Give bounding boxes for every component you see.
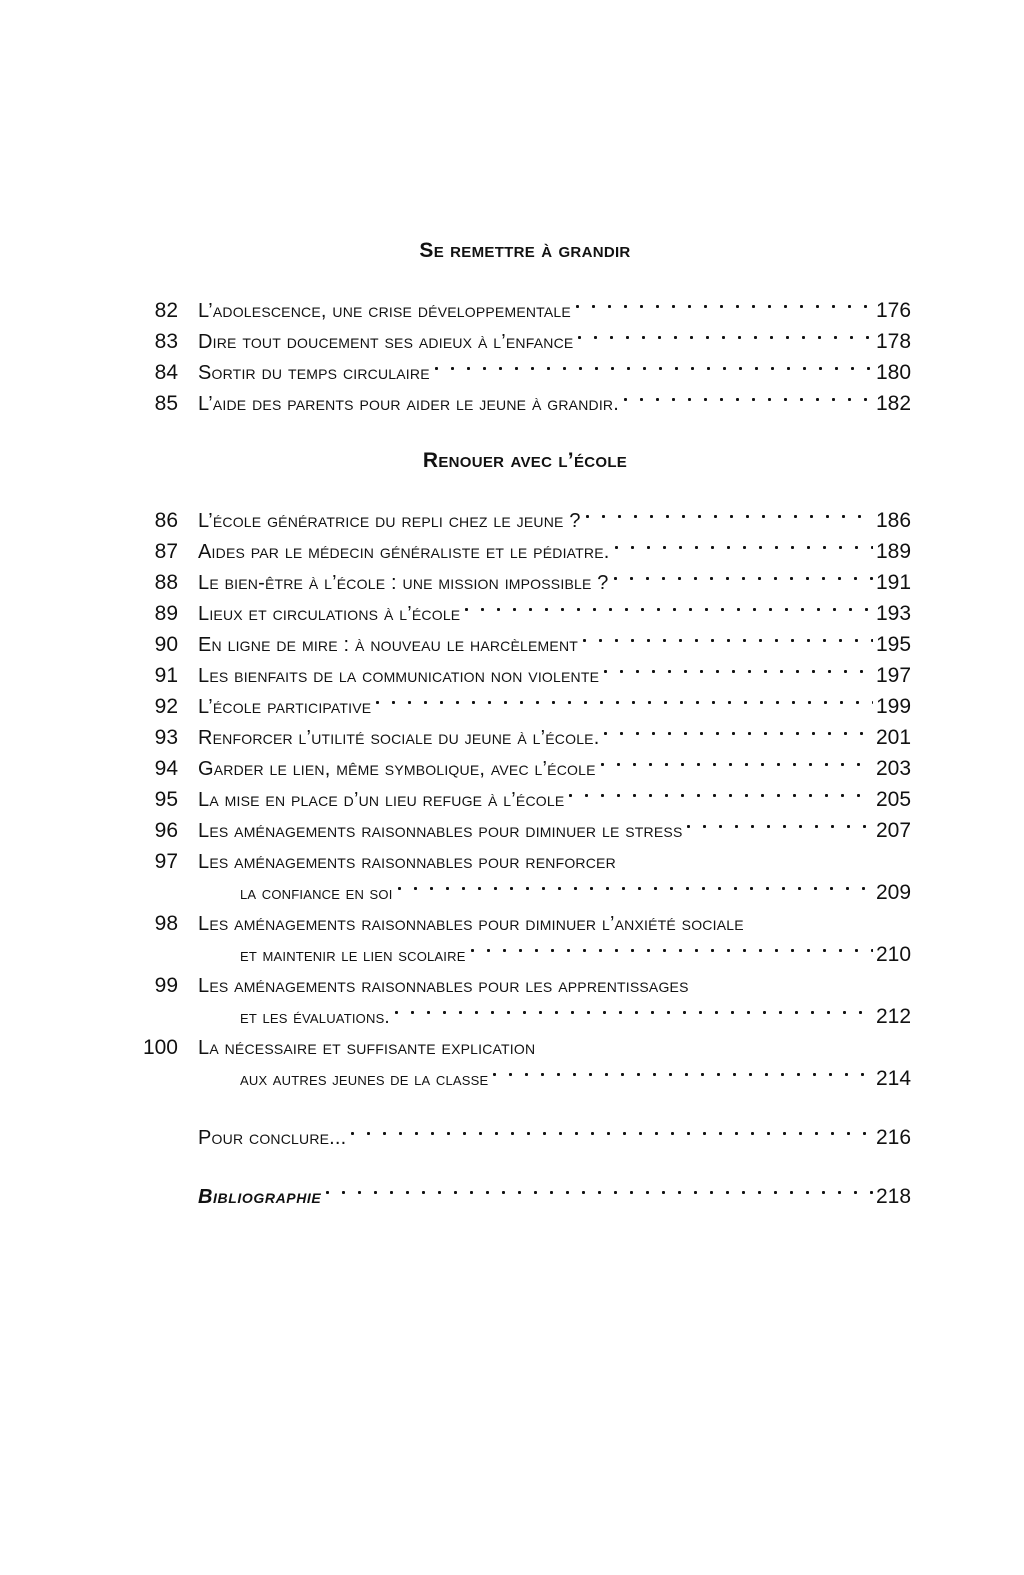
toc-entry[interactable] xyxy=(130,961,920,997)
entry-page-number: 197 xyxy=(876,664,912,687)
entry-page-number: 218 xyxy=(876,1185,912,1208)
entry-title: En ligne de mire : à nouveau le harcèlement xyxy=(198,634,579,656)
dot-leader xyxy=(583,620,873,651)
toc-entry[interactable] xyxy=(130,527,920,563)
dot-leader xyxy=(465,589,873,620)
dot-leader xyxy=(376,682,873,713)
entry-title: Renforcer l’utilité sociale du jeune à l’école. xyxy=(198,727,600,749)
entry-page-number: 199 xyxy=(876,695,912,718)
toc-entry-continuation[interactable] xyxy=(130,1054,920,1090)
toc-entry[interactable] xyxy=(130,806,920,842)
entry-page-number: 191 xyxy=(876,571,912,594)
entry-number: 84 xyxy=(154,361,178,384)
entry-page-number: 189 xyxy=(876,540,912,563)
entry-body xyxy=(198,1172,920,1213)
entry-number: 92 xyxy=(154,695,178,718)
toc-entry-pour-conclure[interactable] xyxy=(130,1113,920,1149)
entry-page-number: 193 xyxy=(876,602,912,625)
dot-leader xyxy=(576,286,873,317)
entry-title: La mise en place d’un lieu refuge à l’école xyxy=(198,789,565,811)
entry-page-number: 201 xyxy=(876,726,912,749)
entry-number: 86 xyxy=(154,509,178,532)
toc-entry[interactable] xyxy=(130,744,920,780)
dot-leader xyxy=(398,868,873,899)
dot-leader xyxy=(569,775,873,806)
entry-number: 99 xyxy=(154,974,178,997)
entry-body xyxy=(240,1054,920,1095)
toc-entry-continuation[interactable] xyxy=(130,992,920,1028)
entry-title: Garder le lien, même symbolique, avec l’école xyxy=(198,758,596,780)
entry-number: 85 xyxy=(154,392,178,415)
entry-title: L’adolescence, une crise développementale xyxy=(198,300,571,322)
entry-page-number: 209 xyxy=(876,881,912,904)
entry-title: Les aménagements raisonnables pour diminuer l’anxiété sociale xyxy=(198,913,744,935)
toc-entry[interactable] xyxy=(130,682,920,718)
entry-title: la confiance en soi xyxy=(240,883,393,904)
toc-entry-bibliographie[interactable] xyxy=(130,1172,920,1208)
dot-leader xyxy=(615,527,873,558)
toc-entry[interactable] xyxy=(130,775,920,811)
entry-title: Les aménagements raisonnables pour diminuer le stress xyxy=(198,820,683,842)
entry-title: et maintenir le lien scolaire xyxy=(240,945,466,966)
dot-leader xyxy=(578,317,873,348)
entry-page-number: 203 xyxy=(876,757,912,780)
entry-number: 91 xyxy=(154,664,178,687)
entry-number: 97 xyxy=(154,850,178,873)
entry-number: 89 xyxy=(154,602,178,625)
entry-number: 96 xyxy=(154,819,178,842)
toc-entry[interactable] xyxy=(130,379,920,415)
toc-entry[interactable] xyxy=(130,286,920,322)
toc-entry[interactable] xyxy=(130,348,920,384)
entry-title: Les aménagements raisonnables pour les apprentissages xyxy=(198,975,689,997)
entry-page-number: 207 xyxy=(876,819,912,842)
toc-entry[interactable] xyxy=(130,837,920,873)
dot-leader xyxy=(586,496,873,527)
entry-page-number: 178 xyxy=(876,330,912,353)
entry-title: et les évaluations. xyxy=(240,1007,390,1028)
dot-leader xyxy=(351,1113,873,1144)
entry-title: Sortir du temps circulaire xyxy=(198,362,430,384)
dot-leader xyxy=(749,899,873,930)
entry-page-number: 176 xyxy=(876,299,912,322)
entry-page-number: 216 xyxy=(876,1126,912,1149)
entry-title: Bibliographie xyxy=(198,1186,322,1208)
entry-number: 87 xyxy=(154,540,178,563)
toc-entry[interactable] xyxy=(130,496,920,532)
dot-leader xyxy=(326,1172,873,1203)
dot-leader xyxy=(471,930,873,961)
toc-entry[interactable] xyxy=(130,558,920,594)
entry-page-number: 212 xyxy=(876,1005,912,1028)
entry-page-number: 214 xyxy=(876,1067,912,1090)
entry-number: 100 xyxy=(142,1036,178,1059)
entry-page-number: 180 xyxy=(876,361,912,384)
dot-leader xyxy=(604,651,873,682)
entry-number: 98 xyxy=(154,912,178,935)
entry-title: Lieux et circulations à l’école xyxy=(198,603,461,625)
dot-leader xyxy=(614,558,873,589)
entry-body xyxy=(198,379,920,420)
toc-entry[interactable] xyxy=(130,713,920,749)
entry-title: Aides par le médecin généraliste et le pédiatre. xyxy=(198,541,610,563)
entry-number: 88 xyxy=(154,571,178,594)
entry-title: La nécessaire et suffisante explication xyxy=(198,1037,536,1059)
dot-leader xyxy=(395,992,873,1023)
table-of-contents xyxy=(130,236,920,1208)
dot-leader xyxy=(540,1023,873,1054)
entry-number: 93 xyxy=(154,726,178,749)
entry-title: aux autres jeunes de la classe xyxy=(240,1069,489,1090)
dot-leader xyxy=(601,744,873,775)
toc-entry[interactable] xyxy=(130,589,920,625)
dot-leader xyxy=(604,713,873,744)
section-heading-renouer-avec-lecole: Renouer avec l’école xyxy=(422,449,628,472)
toc-entry[interactable] xyxy=(130,1023,920,1059)
entry-number: 94 xyxy=(154,757,178,780)
entry-title: Pour conclure... xyxy=(198,1127,347,1149)
entry-title: Le bien-être à l’école : une mission impossible ? xyxy=(198,572,609,594)
toc-entry[interactable] xyxy=(130,620,920,656)
toc-entry-continuation[interactable] xyxy=(130,868,920,904)
entry-title: Les bienfaits de la communication non violente xyxy=(198,665,600,687)
entry-title: L’aide des parents pour aider le jeune à grandir. xyxy=(198,393,619,415)
entry-page-number: 186 xyxy=(876,509,912,532)
entry-page-number: 195 xyxy=(876,633,912,656)
toc-entry[interactable] xyxy=(130,651,920,687)
entry-title: L’école génératrice du repli chez le jeune ? xyxy=(198,510,581,532)
dot-leader xyxy=(624,379,873,410)
dot-leader xyxy=(694,961,873,992)
dot-leader xyxy=(493,1054,873,1085)
entry-title: Les aménagements raisonnables pour renforcer xyxy=(198,851,616,873)
toc-entry[interactable] xyxy=(130,899,920,935)
toc-entry[interactable] xyxy=(130,317,920,353)
entry-title: L’école participative xyxy=(198,696,372,718)
entry-page-number: 205 xyxy=(876,788,912,811)
dot-leader xyxy=(687,806,873,837)
entry-page-number: 182 xyxy=(876,392,912,415)
dot-leader xyxy=(435,348,873,379)
entry-number: 82 xyxy=(154,299,178,322)
entry-body xyxy=(198,1113,920,1154)
entry-page-number: 210 xyxy=(876,943,912,966)
entry-number: 90 xyxy=(154,633,178,656)
entry-number: 95 xyxy=(154,788,178,811)
entry-title: Dire tout doucement ses adieux à l’enfance xyxy=(198,331,574,353)
toc-entry-continuation[interactable] xyxy=(130,930,920,966)
entry-number: 83 xyxy=(154,330,178,353)
dot-leader xyxy=(621,837,873,868)
section-heading-se-remettre-a-grandir: Se remettre à grandir xyxy=(419,239,631,262)
